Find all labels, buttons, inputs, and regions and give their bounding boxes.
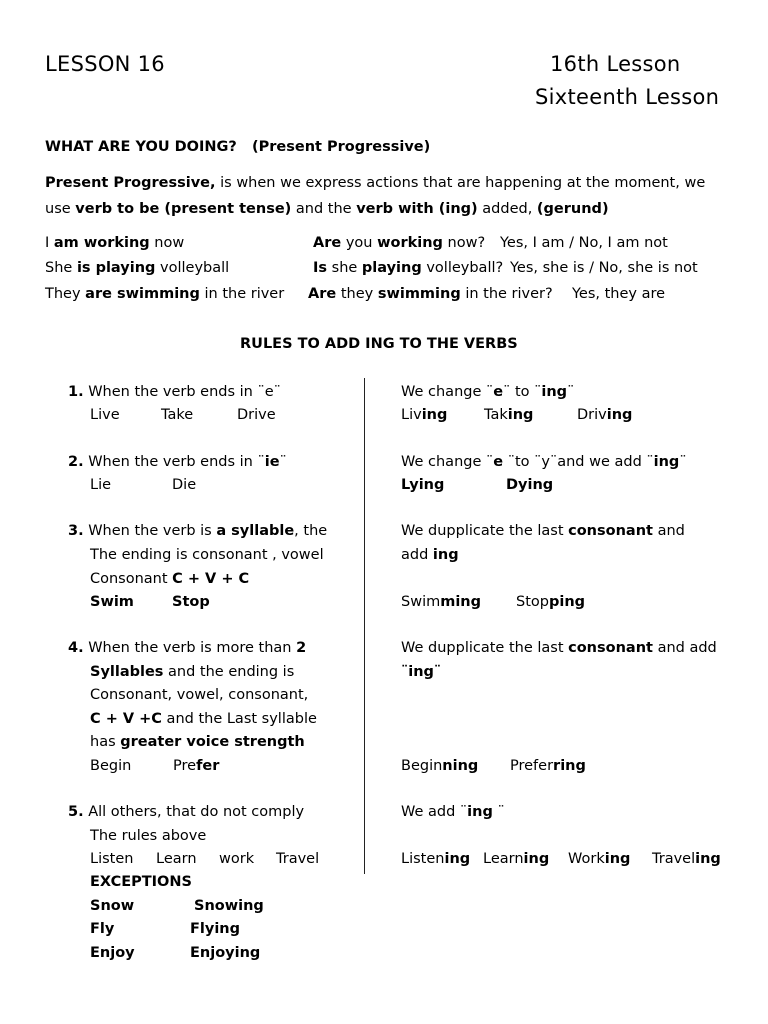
rule-verb: Learn (156, 851, 197, 867)
rule-result (401, 851, 470, 867)
definition-line-2 (45, 201, 609, 217)
rule-verb: work (219, 851, 255, 867)
result-suffix: ing (444, 851, 471, 867)
rule-text: When the verb is more than (88, 640, 297, 656)
rule-bold: ing (467, 804, 493, 820)
rule-verb: Stop (172, 594, 210, 610)
rule-verb: Die (172, 477, 197, 493)
lesson-title: LESSON 16 (45, 52, 165, 76)
example-question (313, 260, 503, 276)
example-verb: Is (313, 260, 328, 276)
exceptions-title: EXCEPTIONS (90, 874, 192, 890)
rule-verb (173, 758, 219, 774)
example-text: she (327, 260, 362, 276)
rule-bold: 2 (296, 640, 307, 656)
result-suffix: ping (548, 594, 586, 610)
definition-text: added, (477, 201, 537, 217)
rule-text: We change ¨ (401, 384, 494, 400)
result-base: Begin (401, 758, 443, 774)
rule-result (401, 758, 478, 774)
rule-bold: a syllable (216, 523, 295, 539)
rule-3-action (401, 523, 685, 539)
result-suffix: ing (695, 851, 721, 867)
rule-result (510, 758, 586, 774)
rule-text: Consonant (90, 571, 173, 587)
rule-text: When the verb is (88, 523, 217, 539)
rule-bold: ing (432, 547, 459, 563)
rule-text: and the Last syllable (161, 711, 317, 727)
example-question (313, 235, 485, 251)
result-suffix: ning (442, 758, 479, 774)
rules-title: RULES TO ADD ING TO THE VERBS (240, 336, 518, 352)
rule-text: When the verb ends in ¨ (88, 454, 265, 470)
rule-text: has (90, 734, 121, 750)
rule-text: We dupplicate the last (401, 523, 569, 539)
example-verb: working (377, 235, 443, 251)
definition-bold: verb to be (present tense) (75, 201, 292, 217)
rule-text: We dupplicate the last (401, 640, 569, 656)
definition-text: and the (291, 201, 357, 217)
rule-1-action (401, 384, 574, 400)
result-suffix: ing (523, 851, 550, 867)
example-text: They (45, 286, 86, 302)
rule-result (568, 851, 630, 867)
example-question (308, 286, 553, 302)
rule-formula-line (90, 571, 249, 587)
rule-bold: e (493, 384, 504, 400)
rule-number: 4. (68, 640, 84, 656)
rule-text: ¨ (279, 454, 287, 470)
rule-text: ¨to ¨y¨and we add ¨ (503, 454, 654, 470)
exception-gerund: Enjoying (190, 945, 261, 961)
rule-formula-line (90, 711, 317, 727)
section-label: (Present Progressive) (252, 139, 431, 155)
rule-result (577, 407, 632, 423)
example-verb: swimming (377, 286, 461, 302)
rule-text-line (90, 664, 294, 680)
example-answer: Yes, I am / No, I am not (500, 235, 668, 251)
result-suffix: ing (606, 407, 633, 423)
rule-result: Dying (506, 477, 554, 493)
verb-base: Pre (173, 758, 197, 774)
rule-text: The ending is consonant , vowel (90, 547, 324, 563)
rule-verb: Travel (276, 851, 320, 867)
rule-verb: Swim (90, 594, 134, 610)
result-suffix: ing (604, 851, 631, 867)
example-text: in the river? (460, 286, 553, 302)
result-base: Driv (577, 407, 607, 423)
example-verb: Are (308, 286, 337, 302)
rule-text: ¨ to ¨ (503, 384, 542, 400)
rule-1-condition (68, 384, 281, 400)
verb-suffix: fer (196, 758, 220, 774)
rule-bold: ing (541, 384, 568, 400)
column-divider (364, 378, 365, 874)
rule-bold: Syllables (90, 664, 164, 680)
rule-verb: Drive (237, 407, 276, 423)
rule-formula: C + V +C (90, 711, 162, 727)
rule-result (652, 851, 721, 867)
rule-bold: consonant (568, 640, 653, 656)
example-verb: am working (53, 235, 150, 251)
definition-bold: (gerund) (536, 201, 609, 217)
example-verb: Are (313, 235, 342, 251)
result-suffix: ming (440, 594, 481, 610)
definition-bold: verb with (ing) (356, 201, 478, 217)
section-question: WHAT ARE YOU DOING? (45, 139, 237, 155)
rule-result: Lying (401, 477, 445, 493)
example-text: She (45, 260, 77, 276)
rule-number: 3. (68, 523, 84, 539)
example-text: now (149, 235, 185, 251)
rule-4-action (401, 640, 717, 656)
rule-5-condition (68, 804, 304, 820)
example-text: I (45, 235, 54, 251)
rule-text: ¨ (492, 804, 505, 820)
example-verb: are swimming (85, 286, 200, 302)
example-text: you (341, 235, 378, 251)
rule-3-condition (68, 523, 327, 539)
exception-gerund: Snowing (194, 898, 264, 914)
rule-text: ¨ (679, 454, 687, 470)
rule-bold: consonant (568, 523, 653, 539)
rule-text: and (652, 523, 685, 539)
result-base: Work (568, 851, 605, 867)
rule-2-condition (68, 454, 287, 470)
example-text: now? (442, 235, 486, 251)
rule-text: and the ending is (163, 664, 295, 680)
result-base: Prefer (510, 758, 554, 774)
example-verb: is playing (76, 260, 156, 276)
rule-4-condition (68, 640, 306, 656)
rule-text: and add (652, 640, 717, 656)
rule-result (484, 407, 533, 423)
rule-text: add (401, 547, 433, 563)
rule-result (483, 851, 549, 867)
definition-text: use (45, 201, 76, 217)
result-base: Travel (652, 851, 696, 867)
rule-verb: Listen (90, 851, 134, 867)
example-statement (45, 235, 184, 251)
rule-text: Consonant, vowel, consonant, (90, 687, 309, 703)
result-suffix: ing (507, 407, 534, 423)
example-statement (45, 260, 229, 276)
example-answer: Yes, they are (572, 286, 666, 302)
rule-text: We add ¨ (401, 804, 468, 820)
section-title (45, 139, 430, 155)
rule-3-action-2 (401, 547, 459, 563)
verb-base: Begin (90, 758, 132, 774)
rule-text: ¨ (567, 384, 575, 400)
result-base: Listen (401, 851, 445, 867)
rule-text: The rules above (90, 828, 207, 844)
rule-bold: e (493, 454, 504, 470)
result-base: Swim (401, 594, 441, 610)
example-text: they (336, 286, 378, 302)
rule-number: 1. (68, 384, 84, 400)
result-base: Stop (516, 594, 549, 610)
result-base: Liv (401, 407, 422, 423)
rule-verb (90, 758, 131, 774)
rule-text-line (90, 734, 305, 750)
rule-4-action-2: ¨ing¨ (401, 664, 442, 680)
exception-gerund: Flying (190, 921, 240, 937)
example-text: volleyball? (421, 260, 504, 276)
rule-verb: Take (161, 407, 194, 423)
definition-line-1 (45, 175, 705, 191)
lesson-ordinal: 16th Lesson (550, 52, 681, 76)
exception-verb: Fly (90, 921, 115, 937)
example-verb: playing (361, 260, 422, 276)
result-suffix: ring (553, 758, 586, 774)
rule-bold: greater voice strength (120, 734, 305, 750)
result-suffix: ing (421, 407, 448, 423)
result-base: Learn (483, 851, 524, 867)
exception-verb: Enjoy (90, 945, 135, 961)
rule-bold: ing (653, 454, 680, 470)
example-text: volleyball (155, 260, 230, 276)
definition-text: is when we express actions that are happening at the moment, we (215, 175, 706, 191)
example-statement (45, 286, 284, 302)
definition-term: Present Progressive, (45, 175, 216, 191)
exception-verb: Snow (90, 898, 135, 914)
rule-number: 5. (68, 804, 84, 820)
example-answer: Yes, she is / No, she is not (510, 260, 698, 276)
rule-5-action (401, 804, 505, 820)
rule-verb: Live (90, 407, 120, 423)
rule-result (516, 594, 585, 610)
rule-verb: Lie (90, 477, 112, 493)
rule-text: When the verb ends in ¨e¨ (88, 384, 281, 400)
rule-bold: ie (264, 454, 280, 470)
result-base: Tak (484, 407, 508, 423)
rule-result (401, 594, 481, 610)
lesson-word: Sixteenth Lesson (535, 85, 720, 109)
rule-number: 2. (68, 454, 84, 470)
rule-formula: C + V + C (172, 571, 250, 587)
rule-result (401, 407, 447, 423)
rule-2-action (401, 454, 687, 470)
example-text: in the river (199, 286, 285, 302)
rule-text: , the (294, 523, 328, 539)
rule-text: All others, that do not comply (88, 804, 305, 820)
rule-text: We change ¨ (401, 454, 494, 470)
